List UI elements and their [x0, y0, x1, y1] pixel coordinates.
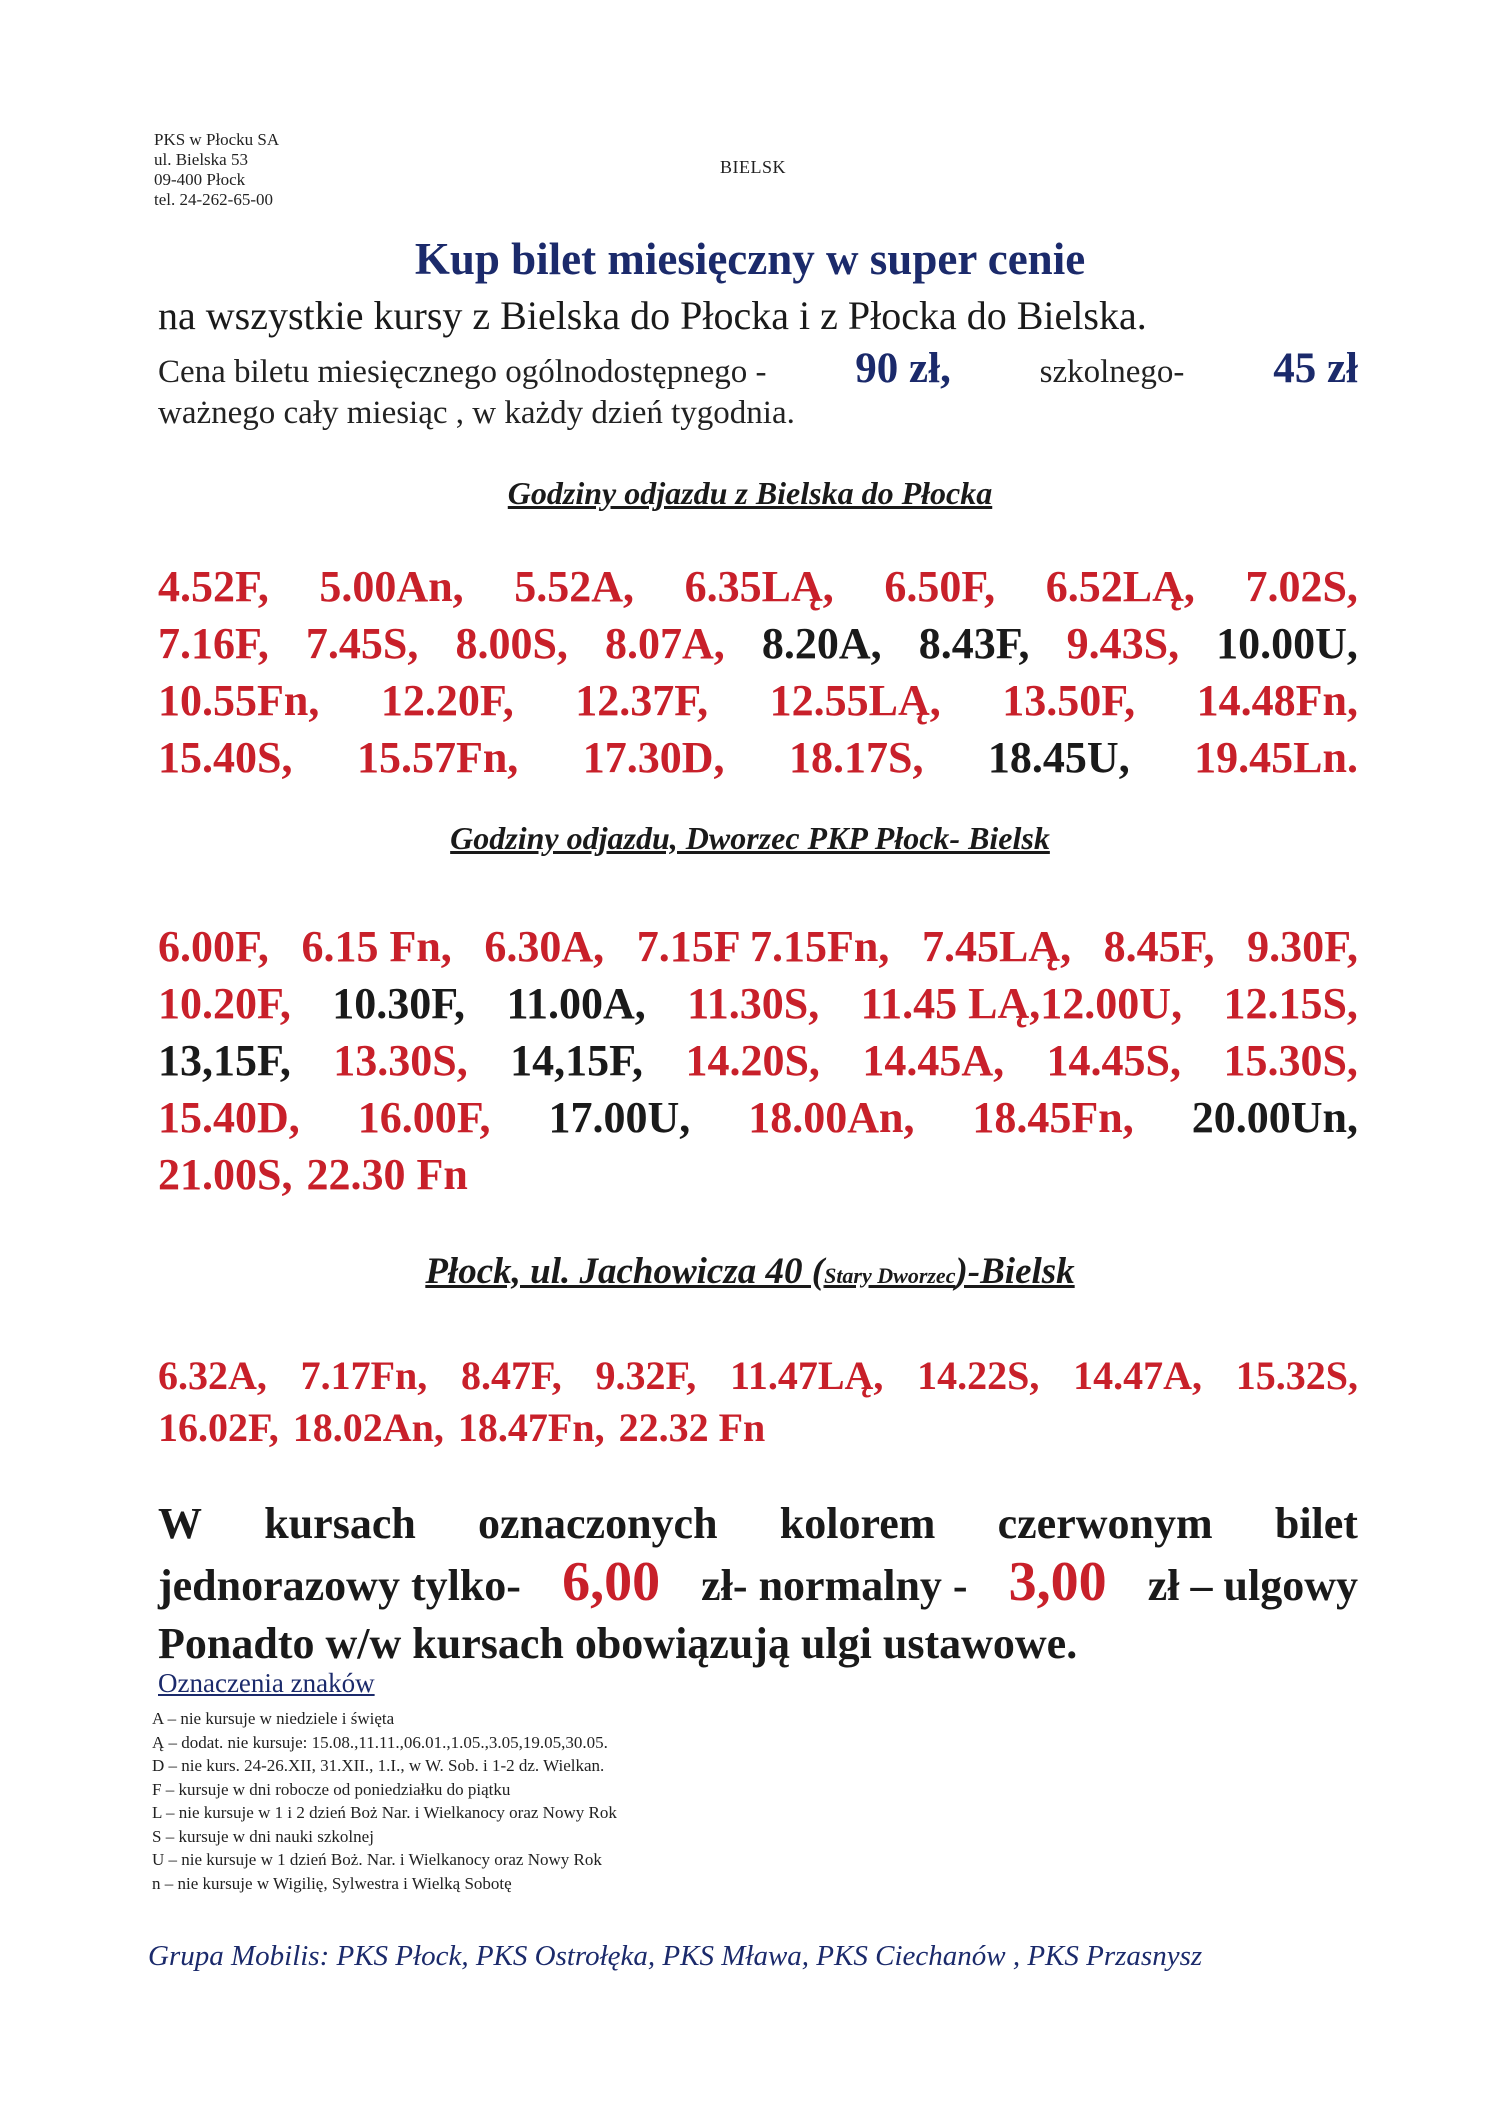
- departure-time: 6.35LĄ,: [684, 562, 834, 611]
- notice-word: czerwonym: [997, 1499, 1213, 1548]
- legend-item: S – kursuje w dni nauki szkolnej: [152, 1826, 374, 1846]
- times-line: [158, 1146, 1358, 1203]
- price-reduced: 3,00: [1008, 1551, 1107, 1613]
- departure-time: 10.55Fn,: [158, 676, 320, 725]
- departure-time: 14,15F,: [510, 1036, 644, 1085]
- footer-group: Grupa Mobilis: PKS Płock, PKS Ostrołęka, PKS Mława, PKS Ciechanów , PKS Przasnysz: [148, 1940, 1203, 1972]
- times-bielsk-plock: [158, 558, 1358, 786]
- legend-item: A – nie kursuje w niedziele i święta: [152, 1709, 395, 1728]
- notice-word: bilet: [1274, 1499, 1358, 1548]
- price-label: Cena biletu miesięcznego ogólnodostępnego -: [158, 354, 767, 390]
- company-address: [154, 130, 279, 210]
- departure-time: 12.37F,: [575, 676, 709, 725]
- departure-time: 7.45LĄ,: [921, 922, 1072, 971]
- section-title-bielsk-plock: Godziny odjazdu z Bielska do Płocka: [507, 475, 993, 511]
- departure-time: 15.32S,: [1235, 1353, 1358, 1398]
- times-line: [158, 1402, 1358, 1454]
- departure-time: 8.07A,: [605, 619, 725, 668]
- headline: Kup bilet miesięczny w super cenie: [414, 234, 1086, 284]
- departure-time: 11.30S,: [687, 979, 820, 1028]
- departure-time: 5.52A,: [514, 562, 635, 611]
- departure-time: 6.15 Fn,: [301, 922, 452, 971]
- departure-time: 16.02F,: [158, 1405, 279, 1450]
- notice-text: zł – ulgowy: [1147, 1561, 1358, 1610]
- subline: na wszystkie kursy z Bielska do Płocka i z Płocka do Bielska.: [158, 293, 1147, 338]
- price-school: 45 zł: [1273, 345, 1358, 392]
- town-label: BIELSK: [720, 157, 786, 177]
- departure-time: 15.40S,: [158, 733, 293, 782]
- times-line: [158, 729, 1358, 786]
- times-line: [158, 558, 1358, 615]
- section-title-pkp-bielsk: Godziny odjazdu, Dworzec PKP Płock- Bielsk: [450, 820, 1050, 856]
- times-jachowicza-bielsk: [158, 1350, 1358, 1454]
- departure-time: 11.45 LĄ,12.00U,: [860, 979, 1183, 1028]
- departure-time: 10.00U,: [1216, 619, 1358, 668]
- departure-time: 5.00An,: [319, 562, 464, 611]
- departure-time: 9.43S,: [1066, 619, 1180, 668]
- times-line: [158, 975, 1358, 1032]
- departure-time: 6.30A,: [484, 922, 605, 971]
- departure-time: 7.45S,: [305, 619, 419, 668]
- departure-time: 22.32 Fn: [618, 1405, 766, 1450]
- notice-word: W: [158, 1499, 202, 1548]
- times-line: [158, 1350, 1358, 1402]
- times-line: [158, 1089, 1358, 1146]
- section3-title-end: )-Bielsk: [955, 1251, 1075, 1292]
- departure-time: 18.02An,: [292, 1405, 444, 1450]
- section3-title-main: Płock, ul. Jachowicza 40 (: [425, 1251, 825, 1292]
- section3-title-small: Stary Dworzec: [824, 1263, 956, 1288]
- departure-time: 7.17Fn,: [300, 1353, 428, 1398]
- departure-time: 8.43F,: [918, 619, 1030, 668]
- company-street: ul. Bielska 53: [154, 150, 248, 169]
- times-line: [158, 1032, 1358, 1089]
- departure-time: 7.15F 7.15Fn,: [636, 922, 890, 971]
- notice-line-1: [158, 1495, 1358, 1553]
- legend-item: U – nie kursuje w 1 dzień Boż. Nar. i Wielkanocy oraz Nowy Rok: [152, 1850, 602, 1869]
- departure-time: 11.47LĄ,: [730, 1353, 884, 1398]
- legend-item: F – kursuje w dni robocze od poniedziałku do piątku: [152, 1779, 511, 1799]
- notice-text: Ponadto w/w kursach obowiązują ulgi ustawowe.: [158, 1619, 1078, 1668]
- departure-time: 8.20A,: [761, 619, 882, 668]
- section-title-jachowicza-bielsk: [0, 1250, 1500, 1293]
- price-school-label: szkolnego-: [1039, 354, 1185, 390]
- legend-item: n – nie kursuje w Wigilię, Sylwestra i Wielką Sobotę: [152, 1873, 512, 1893]
- times-line: [158, 918, 1358, 975]
- departure-time: 8.00S,: [455, 619, 568, 668]
- price-line: [158, 344, 1358, 393]
- legend-item: D – nie kurs. 24-26.XII, 31.XII., 1.I., w W. Sob. i 1-2 dz. Wielkan.: [152, 1756, 605, 1775]
- departure-time: 6.52LĄ,: [1045, 562, 1195, 611]
- departure-time: 9.32F,: [595, 1353, 697, 1398]
- legend-item: L – nie kursuje w 1 i 2 dzień Boż Nar. i Wielkanocy oraz Nowy Rok: [152, 1803, 617, 1822]
- departure-time: 10.20F,: [158, 979, 291, 1028]
- notice-word: kolorem: [779, 1499, 936, 1548]
- company-name: PKS w Płocku SA: [154, 130, 280, 149]
- departure-time: 20.00Un,: [1191, 1093, 1358, 1142]
- legend-title: Oznaczenia znaków: [158, 1668, 375, 1698]
- departure-time: 17.00U,: [548, 1093, 691, 1142]
- departure-time: 13,15F,: [158, 1036, 291, 1085]
- departure-time: 17.30D,: [582, 733, 725, 782]
- departure-time: 12.55LĄ,: [769, 676, 941, 725]
- departure-time: 18.00An,: [748, 1093, 915, 1142]
- departure-time: 14.45A,: [862, 1036, 1005, 1085]
- departure-time: 15.57Fn,: [356, 733, 519, 782]
- departure-time: 22.30 Fn: [306, 1150, 468, 1199]
- departure-time: 21.00S,: [158, 1150, 293, 1199]
- departure-time: 14.45S,: [1046, 1036, 1182, 1085]
- price-validity: ważnego cały miesiąc , w każdy dzień tygodnia.: [158, 395, 795, 431]
- departure-time: 18.45Fn,: [972, 1093, 1134, 1142]
- notice-line-3: [158, 1615, 1358, 1673]
- times-line: [158, 672, 1358, 729]
- departure-time: 18.47Fn,: [457, 1405, 605, 1450]
- departure-time: 16.00F,: [357, 1093, 491, 1142]
- departure-time: 14.20S,: [685, 1036, 820, 1085]
- notice-line-2: [158, 1553, 1358, 1615]
- departure-time: 18.17S,: [788, 733, 924, 782]
- departure-time: 6.00F,: [158, 922, 269, 971]
- departure-time: 15.30S,: [1223, 1036, 1358, 1085]
- departure-time: 14.47A,: [1073, 1353, 1203, 1398]
- departure-time: 10.30F,: [332, 979, 466, 1028]
- company-phone: tel. 24-262-65-00: [154, 190, 273, 209]
- departure-time: 12.15S,: [1223, 979, 1358, 1028]
- departure-time: 7.16F,: [158, 619, 269, 668]
- departure-time: 6.50F,: [884, 562, 996, 611]
- departure-time: 11.00A,: [506, 979, 646, 1028]
- departure-time: 19.45Ln.: [1194, 733, 1358, 782]
- notice-text: zł- normalny -: [701, 1561, 968, 1610]
- departure-time: 14.48Fn,: [1196, 676, 1358, 725]
- notice-text: jednorazowy tylko-: [158, 1561, 521, 1610]
- times-line: [158, 615, 1358, 672]
- departure-time: 6.32A,: [158, 1353, 267, 1398]
- company-postal: 09-400 Płock: [154, 170, 246, 189]
- notice-word: kursach: [264, 1499, 416, 1548]
- departure-time: 18.45U,: [987, 733, 1130, 782]
- single-ticket-notice: [158, 1495, 1358, 1673]
- departure-time: 9.30F,: [1247, 922, 1358, 971]
- departure-time: 4.52F,: [158, 562, 269, 611]
- departure-time: 14.22S,: [917, 1353, 1040, 1398]
- price-normal: 6,00: [562, 1551, 661, 1613]
- notice-word: oznaczonych: [478, 1499, 718, 1548]
- legend-item: Ą – dodat. nie kursuje: 15.08.,11.11.,06.01.,1.05.,3.05,19.05,30.05.: [152, 1732, 608, 1752]
- departure-time: 13.30S,: [333, 1036, 468, 1085]
- departure-time: 12.20F,: [380, 676, 514, 725]
- departure-time: 8.47F,: [461, 1353, 562, 1398]
- times-pkp-bielsk: [158, 918, 1358, 1203]
- departure-time: 7.02S,: [1245, 562, 1358, 611]
- departure-time: 13.50F,: [1002, 676, 1136, 725]
- legend: [152, 1707, 617, 1895]
- departure-time: 15.40D,: [158, 1093, 300, 1142]
- departure-time: 8.45F,: [1103, 922, 1215, 971]
- price-general: 90 zł,: [855, 345, 951, 392]
